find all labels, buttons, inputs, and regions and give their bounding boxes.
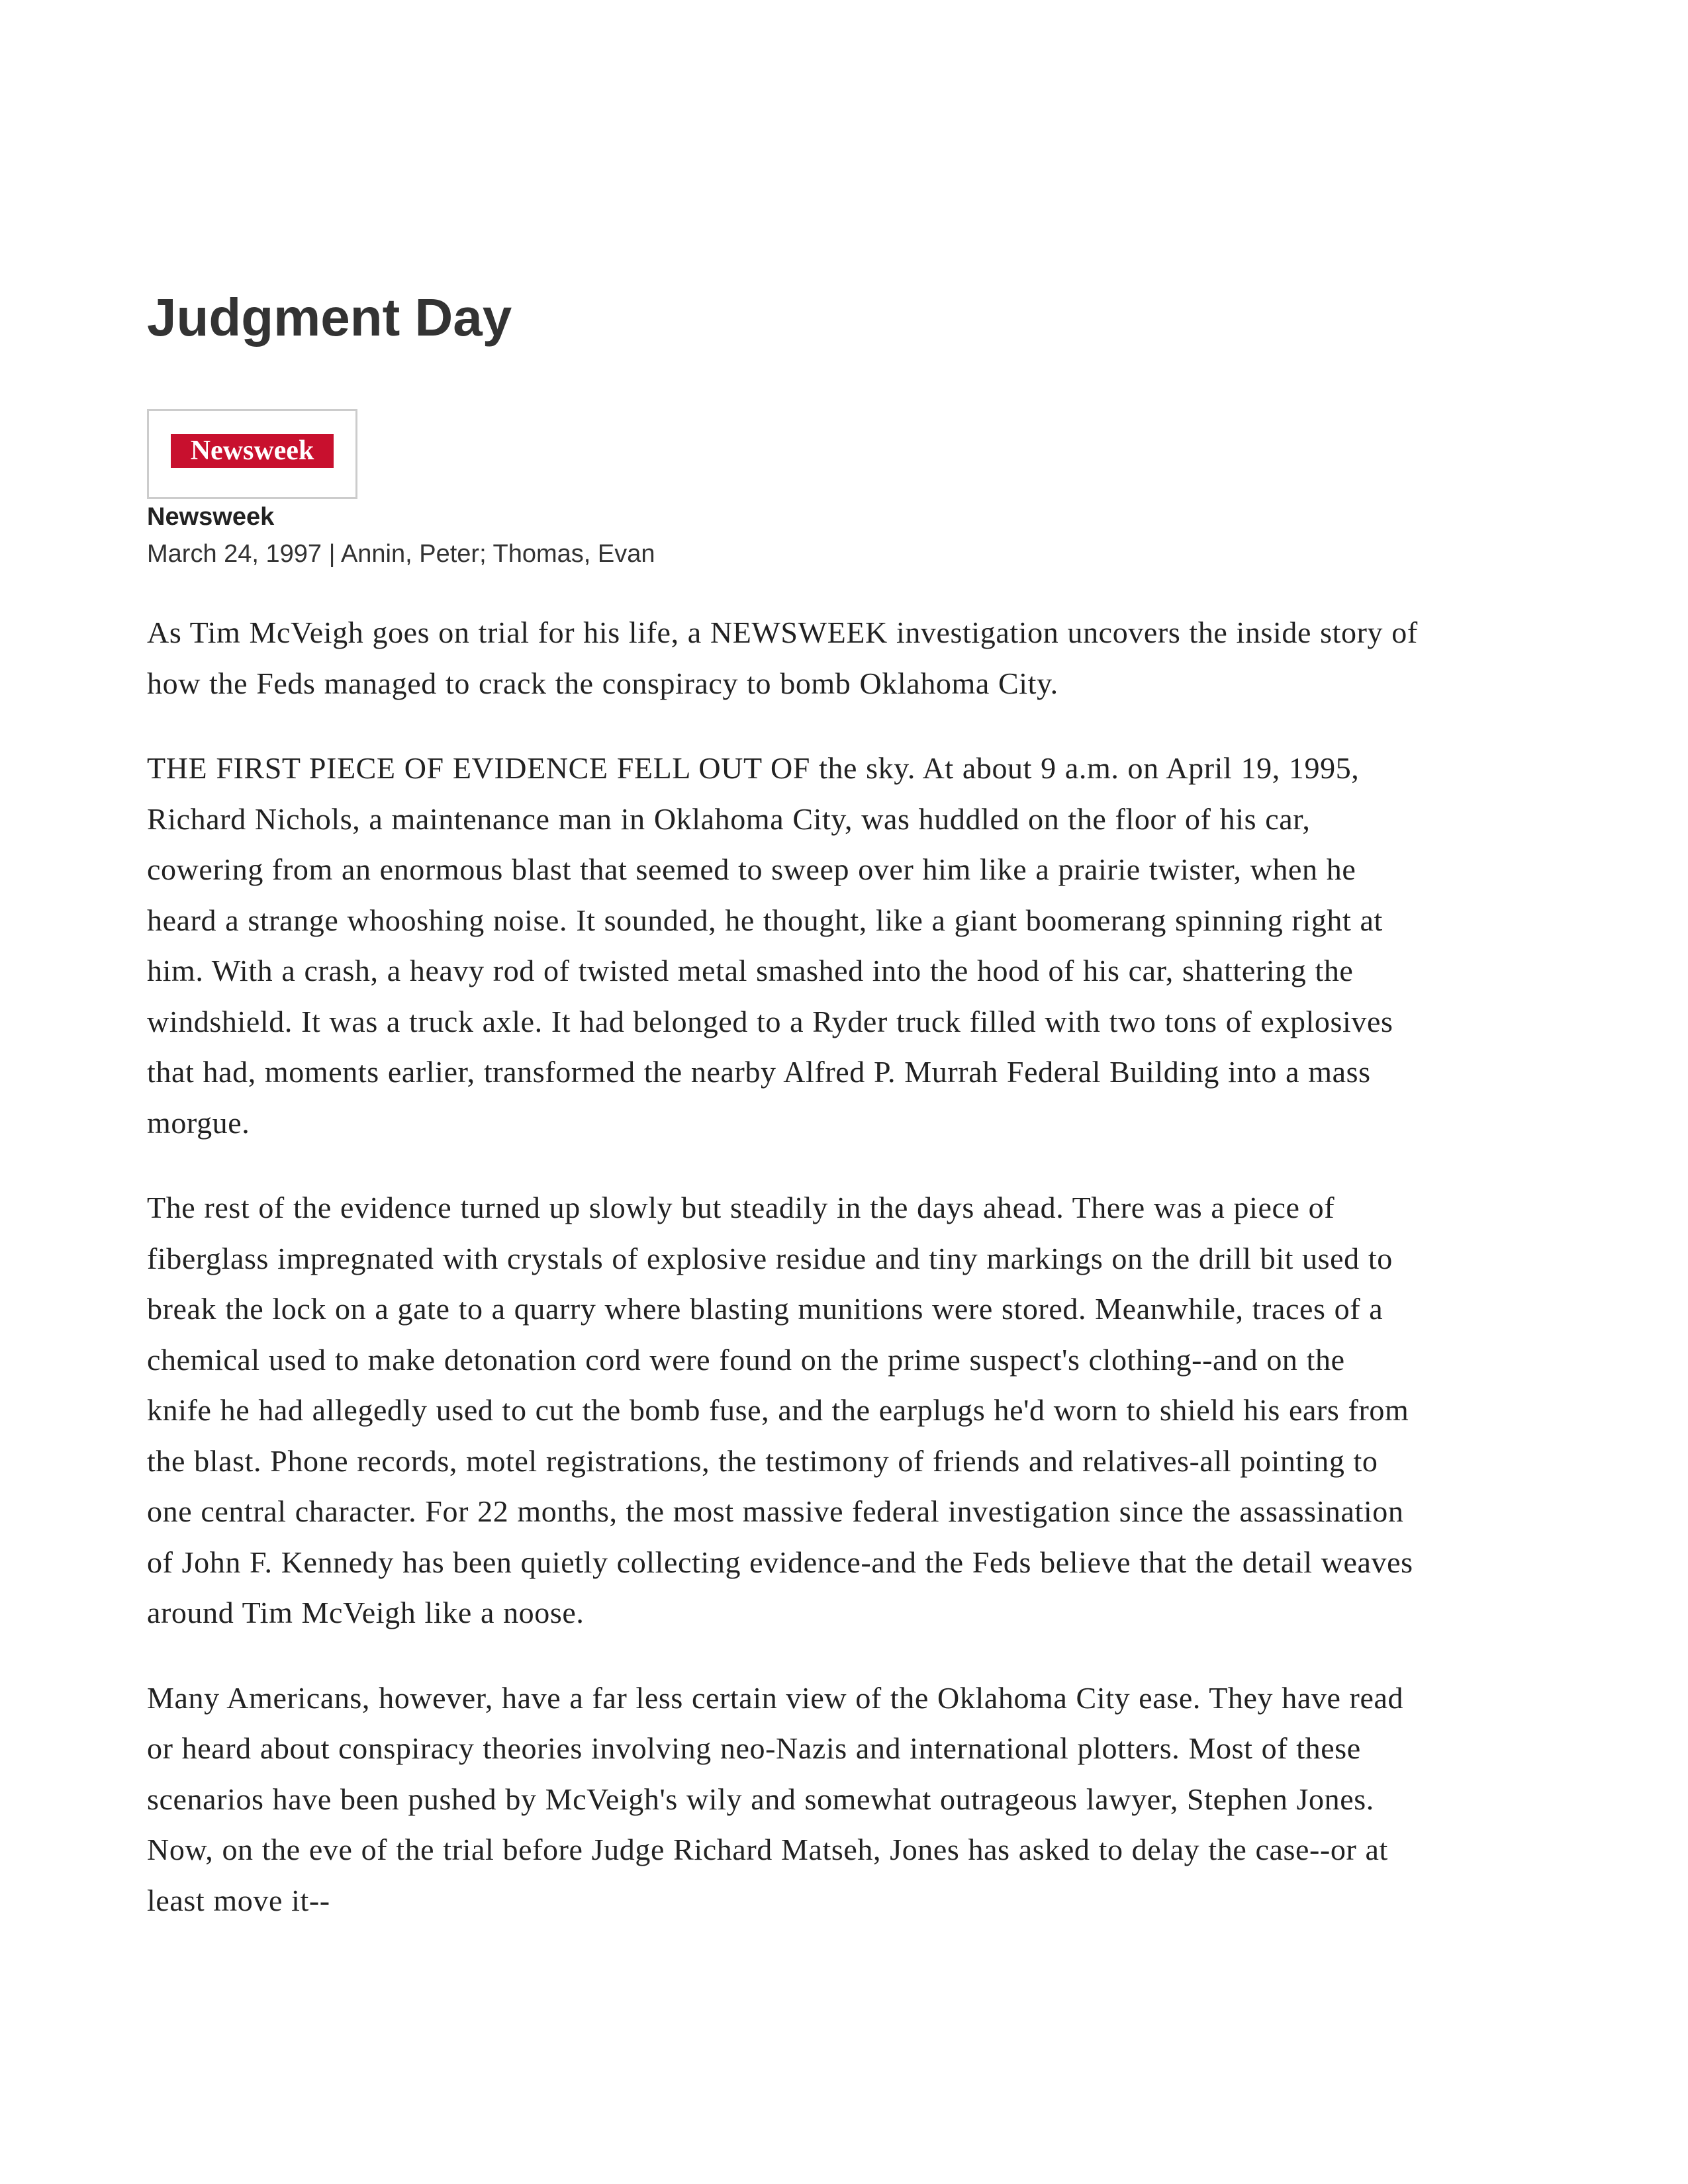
byline: March 24, 1997 | Annin, Peter; Thomas, Evan: [147, 540, 655, 568]
newsweek-logo-badge: [171, 434, 334, 468]
publication-logo: [147, 409, 357, 499]
article-body: [147, 608, 1418, 1960]
paragraph: THE FIRST PIECE OF EVIDENCE FELL OUT OF the sky. At about 9 a.m. on April 19, 1995, Richard Nichols, a maintenance man in Oklahoma City, was huddled on the floor of his car, cowering from an enormous blast that seemed to sweep over him like a prairie twister, when he heard a strange whooshing noise. It sounded, he thought, like a giant boomerang spinning right at him. With a crash, a heavy rod of twisted metal smashed into the hood of his car, shattering the windshield. It was a truck axle. It had belonged to a Ryder truck filled with two tons of explosives that had, moments earlier, transformed the nearby Alfred P. Murrah Federal Building into a mass morgue.: [147, 751, 1393, 1140]
paragraph: Many Americans, however, have a far less certain view of the Oklahoma City ease. They have read or heard about conspiracy theories involving neo-Nazis and international plotters. Most of these scenarios have been pushed by McVeigh's wily and somewhat outrageous lawyer, Stephen Jones. Now, on the eve of the trial before Judge Richard Matseh, Jones has asked to delay the case--or at least move it--: [147, 1680, 1404, 1917]
logo-text: Newsweek: [190, 435, 314, 466]
article-title: Judgment Day: [147, 288, 512, 347]
source-name: Newsweek: [147, 503, 275, 531]
paragraph-dek: As Tim McVeigh goes on trial for his life, a NEWSWEEK investigation uncovers the inside story of how the Feds managed to crack the conspiracy to bomb Oklahoma City.: [147, 615, 1418, 700]
paragraph: The rest of the evidence turned up slowly but steadily in the days ahead. There was a piece of fiberglass impregnated with crystals of explosive residue and tiny markings on the drill bit used to break the lock on a gate to a quarry where blasting munitions were stored. Meanwhile, traces of a chemical used to make detonation cord were found on the prime suspect's clothing--and on the knife he had allegedly used to cut the bomb fuse, and the earplugs he'd worn to shield his ears from the blast. Phone records, motel registrations, the testimony of friends and relatives-all pointing to one central character. For 22 months, the most massive federal investigation since the assassination of John F. Kennedy has been quietly collecting evidence-and the Feds believe that the detail weaves around Tim McVeigh like a noose.: [147, 1191, 1413, 1629]
